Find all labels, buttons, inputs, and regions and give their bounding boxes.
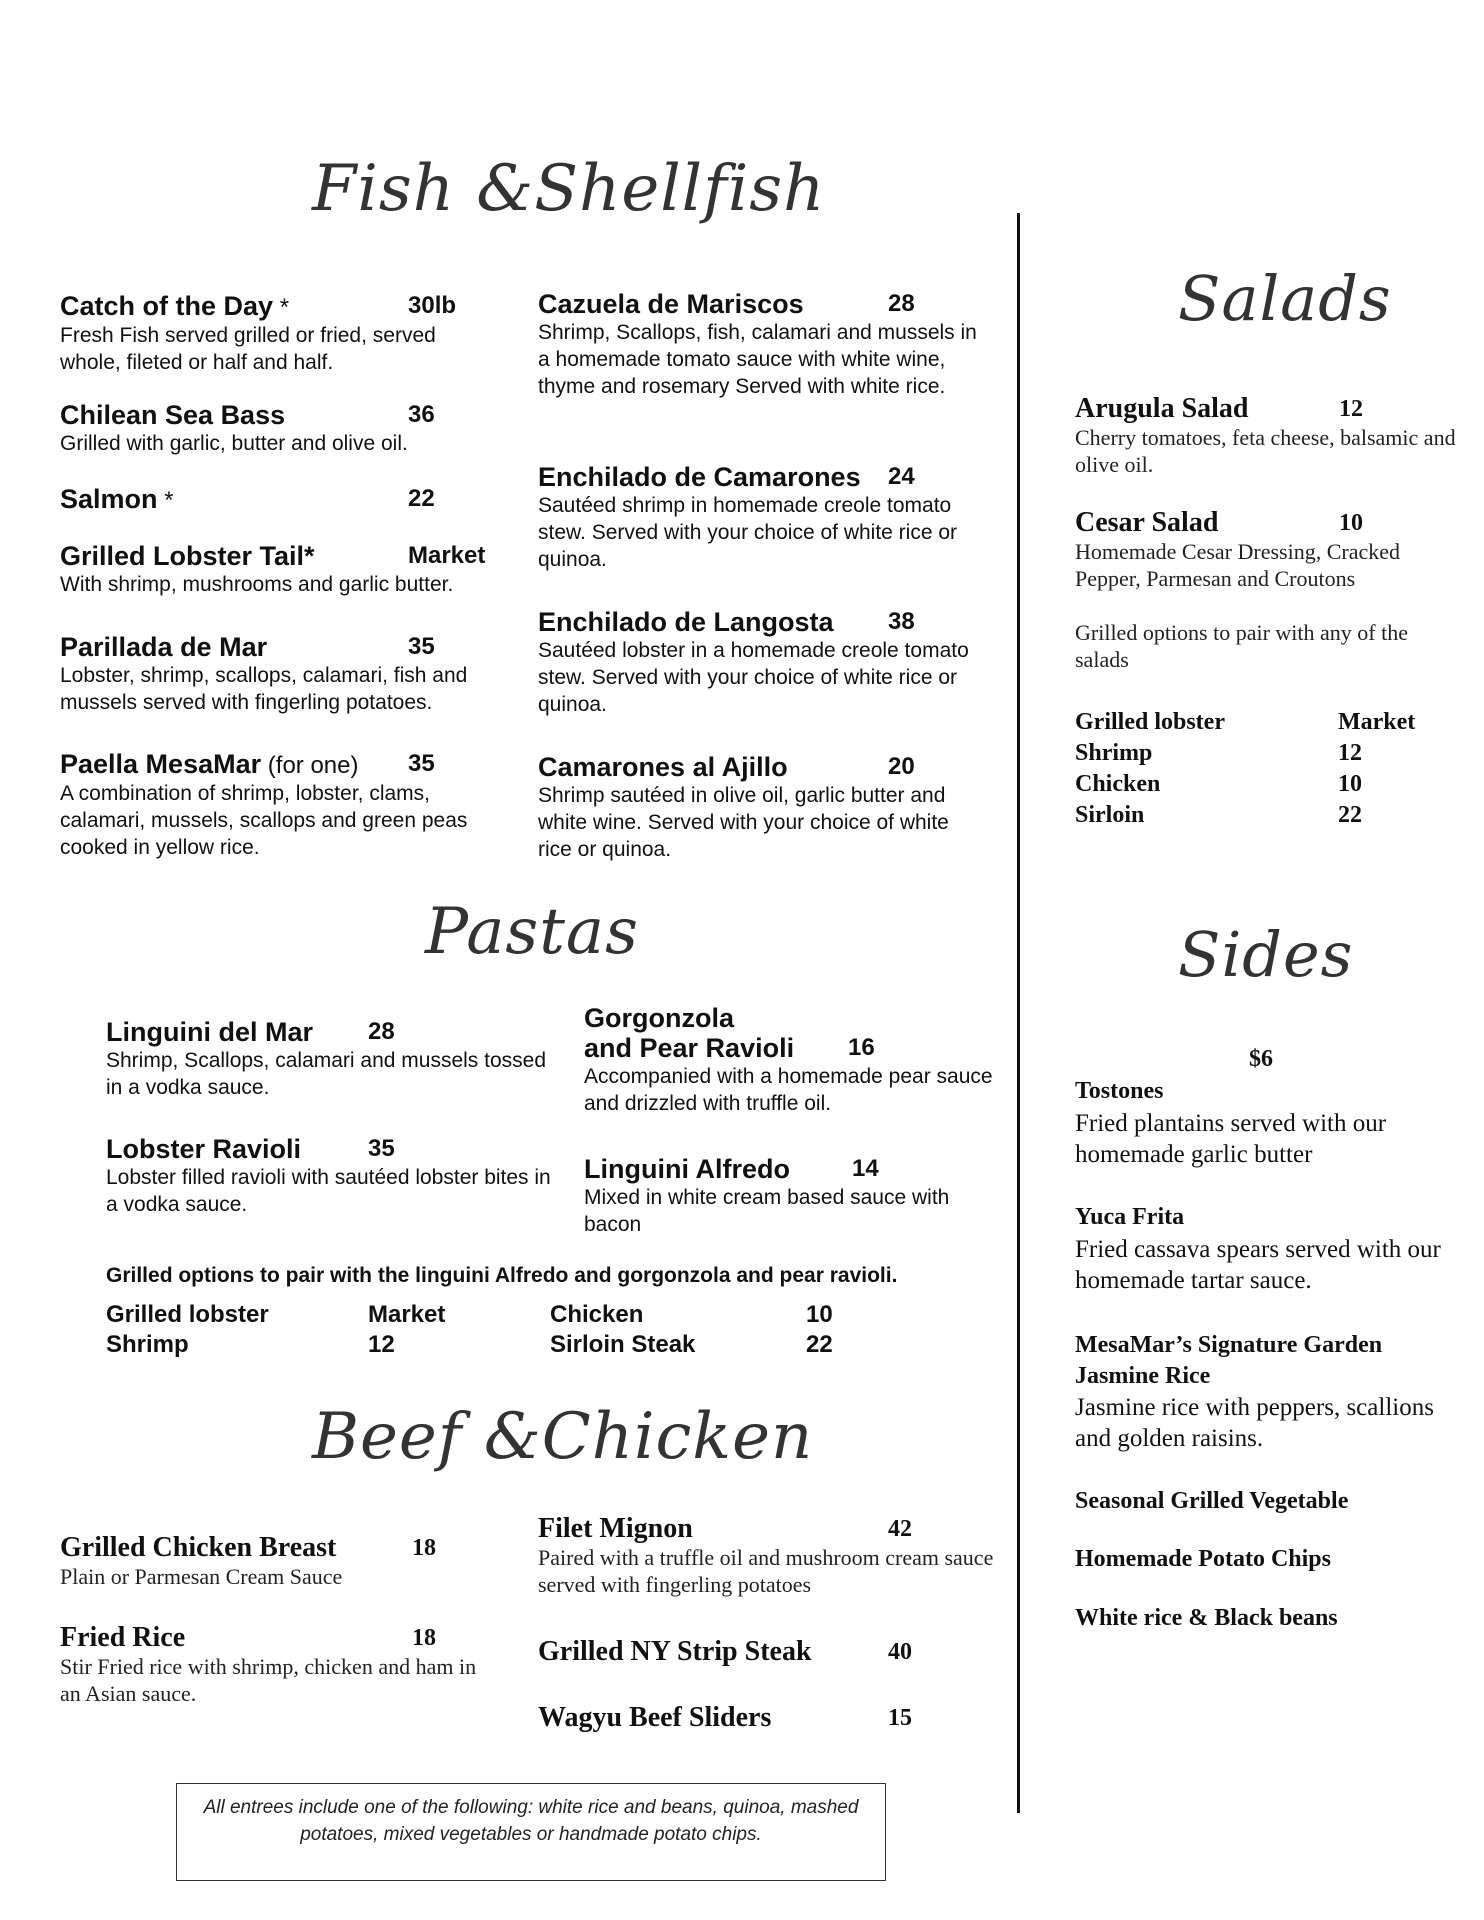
item-price: 35 <box>368 1135 395 1162</box>
item-name: Lobster Ravioli <box>106 1134 302 1164</box>
grilled-option-name: Chicken <box>550 1301 644 1328</box>
pastas-grilled-note: Grilled options to pair with the linguini Alfredo and gorgonzola and pear ravioli. <box>106 1264 898 1287</box>
item-name: Cesar Salad <box>1075 507 1219 538</box>
menu-item <box>1075 508 1465 592</box>
item-description: Fresh Fish served grilled or fried, served whole, fileted or half and half. <box>60 324 436 374</box>
item-price: 28 <box>888 290 915 317</box>
menu-item <box>584 1154 994 1238</box>
item-price: 16 <box>848 1034 875 1061</box>
menu-item <box>538 462 988 573</box>
item-name: Grilled Lobster Tail* <box>60 541 315 571</box>
menu-item <box>60 749 500 861</box>
menu-item <box>60 1623 500 1707</box>
item-description: Paired with a truffle oil and mushroom cream sauce served with fingerling potatoes <box>538 1545 994 1597</box>
item-name: Cazuela de Mariscos <box>538 289 804 319</box>
item-name: Grilled NY Strip Steak <box>538 1636 812 1667</box>
item-suffix: * <box>273 294 290 321</box>
side-item-name: Yuca Frita <box>1075 1204 1185 1230</box>
grilled-option-name: Chicken <box>1075 771 1161 797</box>
item-description: Cherry tomatoes, feta cheese, balsamic and olive oil. <box>1075 425 1456 477</box>
item-description: A combination of shrimp, lobster, clams, calamari, mussels, scallops and green peas cooked in yellow rice. <box>60 782 468 859</box>
item-price: 18 <box>412 1625 436 1651</box>
item-name: Arugula Salad <box>1075 393 1249 424</box>
item-price: 40 <box>888 1639 912 1665</box>
item-price: 18 <box>412 1535 436 1561</box>
item-name: Paella MesaMar <box>60 749 262 779</box>
grilled-option-price: 22 <box>806 1331 833 1358</box>
item-name: Salmon <box>60 484 158 514</box>
menu-item <box>538 289 988 400</box>
side-item-name: White rice & Black beans <box>1075 1605 1338 1631</box>
item-description: Shrimp, Scallops, calamari and mussels tossed in a vodka sauce. <box>106 1049 547 1099</box>
item-price: 22 <box>408 485 435 512</box>
item-suffix: (for one) <box>261 752 359 779</box>
menu-item <box>60 541 490 598</box>
salads-section-title: Salads <box>1178 262 1392 335</box>
item-name: Linguini del Mar <box>106 1017 313 1047</box>
side-item-name: Homemade Potato Chips <box>1075 1546 1331 1572</box>
side-item-description: Fried plantains served with our homemade garlic butter <box>1075 1110 1387 1168</box>
grilled-option-name: Sirloin Steak <box>550 1331 696 1358</box>
item-price: 15 <box>888 1705 912 1731</box>
item-price: 36 <box>408 401 435 428</box>
item-name: Wagyu Beef Sliders <box>538 1702 772 1733</box>
grilled-option-price: 10 <box>806 1301 833 1328</box>
item-name-line1: Gorgonzola <box>584 1003 734 1033</box>
item-name: Catch of the Day <box>60 291 274 321</box>
item-price: 35 <box>408 750 435 777</box>
grilled-option-price: 22 <box>1338 802 1362 828</box>
entrees-note-text: All entrees include one of the following: white rice and beans, quinoa, mashed potatoes, mixed vegetables or handmade potato chips. <box>203 1797 859 1845</box>
sides-section-title: Sides <box>1178 918 1354 991</box>
item-price: 42 <box>888 1516 912 1542</box>
item-price: 24 <box>888 463 915 490</box>
menu-item <box>60 1533 500 1590</box>
grilled-option-price: Market <box>368 1301 446 1328</box>
side-item-name: MesaMar’s Signature Garden Jasmine Rice <box>1075 1332 1383 1389</box>
item-description: Sautéed shrimp in homemade creole tomato stew. Served with your choice of white rice or quinoa. <box>538 494 958 571</box>
item-description: Mixed in white cream based sauce with bacon <box>584 1186 950 1236</box>
item-name: Grilled Chicken Breast <box>60 1532 337 1563</box>
item-name: Enchilado de Camarones <box>538 462 861 492</box>
entrees-note-box <box>176 1783 886 1881</box>
item-name: Parillada de Mar <box>60 632 268 662</box>
item-price: 14 <box>852 1155 879 1182</box>
menu-item <box>1075 394 1465 478</box>
item-name: and Pear Ravioli <box>584 1033 795 1063</box>
item-description: Accompanied with a homemade pear sauce and drizzled with truffle oil. <box>584 1065 993 1115</box>
beef-section-title: Beef &Chicken <box>312 1400 814 1474</box>
pastas-section-title: Pastas <box>425 895 639 969</box>
menu-item <box>60 291 490 376</box>
menu-item <box>106 1017 556 1101</box>
item-description: Shrimp sautéed in olive oil, garlic butter and white wine. Served with your choice of white rice or quinoa. <box>538 784 949 861</box>
item-name: Enchilado de Langosta <box>538 607 834 637</box>
item-price: 12 <box>1339 396 1363 422</box>
salads-grilled-note: Grilled options to pair with any of the salads <box>1075 620 1408 672</box>
side-item-name: Seasonal Grilled Vegetable <box>1075 1488 1349 1514</box>
menu-item <box>60 484 490 515</box>
menu-item <box>538 1637 1008 1667</box>
item-description: Sautéed lobster in a homemade creole tomato stew. Served with your choice of white rice or quinoa. <box>538 639 969 716</box>
column-divider <box>1017 213 1020 1813</box>
side-item-description: Jasmine rice with peppers, scallions and golden raisins. <box>1075 1394 1434 1452</box>
item-suffix: * <box>157 487 174 514</box>
item-description: Stir Fried rice with shrimp, chicken and ham in an Asian sauce. <box>60 1654 477 1706</box>
fish-section-title: Fish &Shellfish <box>312 152 826 226</box>
item-name: Camarones al Ajillo <box>538 752 788 782</box>
grilled-option-name: Shrimp <box>1075 740 1153 766</box>
item-description: Lobster, shrimp, scallops, calamari, fish and mussels served with fingerling potatoes. <box>60 664 468 714</box>
grilled-option-price: 12 <box>1338 740 1362 766</box>
menu-item <box>538 607 988 718</box>
grilled-option-price: 12 <box>368 1331 395 1358</box>
side-item-name: Tostones <box>1075 1078 1164 1104</box>
item-name: Filet Mignon <box>538 1513 693 1544</box>
item-description: Homemade Cesar Dressing, Cracked Pepper, Parmesan and Croutons <box>1075 539 1401 591</box>
grilled-option-name: Sirloin <box>1075 802 1145 828</box>
menu-item <box>584 1003 994 1117</box>
item-price: 30lb <box>408 292 457 319</box>
sides-price: $6 <box>1249 1046 1273 1072</box>
item-description: Lobster filled ravioli with sautéed lobster bites in a vodka sauce. <box>106 1166 551 1216</box>
grilled-option-price: 10 <box>1338 771 1362 797</box>
item-price: 28 <box>368 1018 395 1045</box>
menu-item <box>106 1134 556 1218</box>
menu-item <box>538 752 988 863</box>
side-item-description: Fried cassava spears served with our homemade tartar sauce. <box>1075 1236 1441 1294</box>
item-price: 35 <box>408 633 435 660</box>
grilled-option-name: Grilled lobster <box>106 1301 269 1328</box>
menu-item <box>538 1703 1008 1733</box>
item-price: 38 <box>888 608 915 635</box>
grilled-option-name: Grilled lobster <box>1075 709 1225 735</box>
item-name: Fried Rice <box>60 1622 186 1653</box>
item-description: Plain or Parmesan Cream Sauce <box>60 1564 343 1589</box>
item-price: 20 <box>888 753 915 780</box>
item-description: With shrimp, mushrooms and garlic butter. <box>60 573 454 596</box>
item-price: Market <box>408 542 486 569</box>
menu-item <box>538 1514 1008 1598</box>
grilled-option-price: Market <box>1338 709 1416 735</box>
menu-item <box>60 632 490 716</box>
item-name: Linguini Alfredo <box>584 1154 790 1184</box>
grilled-option-name: Shrimp <box>106 1331 189 1358</box>
item-description: Grilled with garlic, butter and olive oil. <box>60 432 408 455</box>
menu-item <box>60 400 490 457</box>
item-description: Shrimp, Scallops, fish, calamari and mussels in a homemade tomato sauce with white wine, thyme and rosemary Served with white rice. <box>538 321 977 398</box>
item-name: Chilean Sea Bass <box>60 400 286 430</box>
item-price: 10 <box>1339 510 1363 536</box>
